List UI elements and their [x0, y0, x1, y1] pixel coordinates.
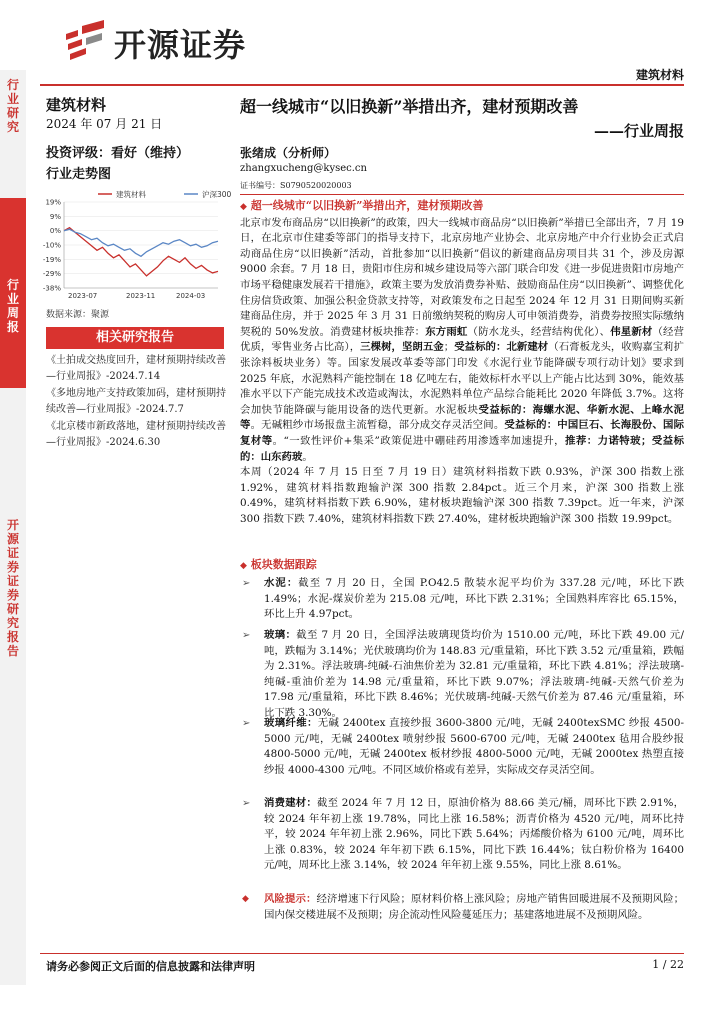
- y-tick-label: -10%: [42, 241, 61, 250]
- side-label-industry-research: 行业研究: [6, 78, 19, 134]
- header-divider: [40, 84, 684, 86]
- section-1: [240, 198, 684, 527]
- chart-source: 数据来源：聚源: [46, 310, 110, 320]
- arrow-bullet-icon: ➢: [242, 630, 251, 641]
- diamond-bullet-icon: ◆: [240, 202, 247, 212]
- header-category: 建筑材料: [635, 68, 684, 82]
- related-report-1[interactable]: 《土拍成交热度回升，建材预期持续改善—行业周报》-2024.7.14: [46, 355, 226, 382]
- side-label-weekly: 行业周报: [6, 278, 19, 334]
- title-divider: [240, 194, 684, 195]
- data-item-cement: 水泥：截至 7 月 20 日，全国 P.O42.5 散装水泥平均价为 337.28 元/吨，环比下跌 1.49%；水泥-煤炭价差为 215.08 元/吨，环比下跌 2.31%；全国熟料库容比 65.15%，环比上升 4.97pct。: [264, 577, 685, 621]
- section-2-heading: 板块数据跟踪: [250, 558, 317, 571]
- side-label-kysec-report: 开源证券 证券研究报告: [6, 518, 19, 658]
- page-number: 1 / 22: [652, 958, 684, 971]
- y-tick-label: 0%: [49, 227, 61, 236]
- analyst-cert: 证书编号：S0790520020003: [240, 181, 352, 190]
- report-date: 2024 年 07 月 21 日: [46, 117, 163, 131]
- y-tick-label: -29%: [42, 270, 61, 279]
- related-report-2[interactable]: 《多地房地产支持政策加码，建材预期持续改善—行业周报》-2024.7.7: [46, 388, 226, 415]
- data-item-consumer-materials: 消费建材：截至 2024 年 7 月 12 日，原油价格为 88.66 美元/桶，周环比下跌 2.91%，较 2024 年年初上涨 19.78%，同比上涨 16.58%；沥青价格为 4520 元/吨，周环比持平，较 2024 年年初上涨 2.96%，同比下跌 5.64%；丙烯酸价格为 6100 元/吨，周环比上涨 0.83%，较 2024 年年初下跌 6.15%，同比下跌 16.44%；钛白粉价格为 16400 元/吨，周环比上涨 3.14%，较 2024 年年初上涨 9.55%，同比上涨 8.61%。: [264, 797, 684, 872]
- arrow-bullet-icon: ➢: [242, 578, 251, 589]
- series-line: [64, 228, 218, 276]
- data-item-glass-fiber: 玻璃纤维：无碱 2400tex 直接纱报 3600-3800 元/吨，无碱 2400texSMC 纱报 4500-5000 元/吨，无碱 2400tex 喷射纱报 5600-6700 元/吨，无碱 2400tex 毡用合股纱报 4800-5000 元/吨，无碱 2400tex 板材纱报 4800-5000 元/吨，无碱 2000tex 热塑直接纱报 4000-4300 元/吨。不同区域价格或有差异，实际成交存灵活空间。: [264, 717, 685, 776]
- diamond-bullet-icon: ◆: [240, 561, 247, 571]
- legend-label: 建筑材料: [116, 190, 146, 199]
- sector-name: 建筑材料: [46, 96, 107, 114]
- arrow-bullet-icon: ➢: [242, 718, 251, 729]
- trend-chart: [36, 188, 232, 304]
- related-reports-heading: 相关研究报告: [46, 327, 224, 349]
- section-2-heading-row: [240, 557, 684, 575]
- side-tab-bar: [0, 70, 26, 985]
- section-1-heading: ◆ 超一线城市“以旧换新”举措出齐，建材预期改善: [240, 199, 484, 212]
- report-subtitle: ——行业周报: [593, 122, 684, 140]
- section-1-paragraph-1: 北京市发布商品房“以旧换新”的政策，四大一线城市商品房“以旧换新”举措已全部出齐，7 月 19 日，在北京市住建委等部门的指导支持下，北京房地产业协会、北京房地产中介行业协会正式启动商品住房“以旧换新”活动，首批参加“以旧换新”倡议的新建商品房项目共 31 个，涉及房源 9000 余套。7 月 18 日，贵阳市住房和城乡建设局等六部门联合印发《进一步促进贵阳市房地产市场平稳健康发展若干措施》，政策主要为发放消费券补贴、鼓励商品住房“以旧换新”、调整优化住房信贷政策、加强公积金贷款支持等，对政策发布之日起至 2024 年 12 月 31 日期间购买新建商品住房，并于 2025 年 3 月 31 日前缴纳契税的购房人可申领消费券，消费券按照实际缴纳契税的 50%发放。消费建材板块推荐：东方雨虹（防水龙头，经营结构优化）、伟星新材（经营优质，零售业务占比高），三棵树，坚朗五金；受益标的：北新建材（石膏板龙头，收购嘉宝莉扩张涂料板块业务）等。国家发展改革委等部门印发《水泥行业节能降碳专项行动计划》要求到 2025 年底，水泥熟料产能控制在 18 亿吨左右，能效标杆水平以上产能占比达到 30%，能效基准水平以下产能完成技术改造或淘汰，水泥熟料单位产品综合能耗比 2020 年降低 3.7%。这将会加快节能降碳与能用设备的迭代更新。水泥板块受益标的：海螺水泥、华新水泥、上峰水泥等。无碱粗纱市场报盘主流暂稳，部分成交存灵活空间。受益标的：中国巨石、长海股份、国际复材等。“一致性评价+集采”政策促进中硼硅药用渗透率加速提升，推荐：力诺特玻；受益标的：山东药玻。: [240, 216, 685, 463]
- y-tick-label: -38%: [42, 284, 61, 293]
- trend-chart-title: 行业走势图: [46, 167, 112, 182]
- y-tick-label: -19%: [42, 255, 61, 264]
- y-tick-label: 19%: [45, 198, 61, 207]
- data-item-glass: 玻璃：截至 7 月 20 日，全国浮法玻璃现货均价为 1510.00 元/吨，环比下跌 49.00 元/吨，跌幅为 3.14%；光伏玻璃均价为 148.83 元/重量箱，环比下跌 3.52 元/重量箱，跌幅为 2.31%。浮法玻璃-纯碱-石油焦价差为 32.81 元/重量箱，环比下跌 4.81%；浮法玻璃-纯碱-重油价差为 14.98 元/重量箱，环比下跌 9.07%；浮法玻璃-纯碱-天然气价差为 17.98 元/重量箱，环比下跌 8.46%；光伏玻璃-纯碱-天然气价差为 87.46 元/重量箱，环比下跌 3.30%。: [264, 629, 685, 719]
- investment-rating: 投资评级：看好（维持）: [46, 146, 190, 161]
- brand-logo-icon: [62, 18, 108, 64]
- arrow-bullet-icon: ➢: [242, 798, 251, 809]
- brand-name: 开源证券: [114, 26, 247, 64]
- x-tick-label: 2023-07: [68, 292, 98, 300]
- y-tick-label: 9%: [49, 212, 61, 221]
- analyst-name: 张绪成（分析师）: [240, 146, 337, 160]
- footer-disclaimer: 请务必参阅正文后面的信息披露和法律声明: [46, 960, 255, 973]
- diamond-bullet-icon: ◆: [242, 894, 249, 904]
- x-tick-label: 2023-11: [126, 292, 156, 300]
- related-report-3[interactable]: 《北京楼市新政落地，建材预期持续改善—行业周报》-2024.6.30: [46, 421, 226, 448]
- legend-label: 沪深300: [202, 190, 232, 199]
- risk-warning: 风险提示：经济增速下行风险；原材料价格上涨风险；房地产销售回暖进展不及预期风险；国内保交楼进展不及预期；房企流动性风险蔓延压力；基建落地进展不及预期风险。: [264, 893, 684, 921]
- x-tick-label: 2024-03: [176, 292, 206, 300]
- section-1-paragraph-2: 本周（2024 年 7 月 15 日至 7 月 19 日）建筑材料指数下跌 0.93%，沪深 300 指数上涨 1.92%，建筑材料指数跑输沪深 300 指数 2.84pct。近三个月来，沪深 300 指数上涨 0.49%，建筑材料指数下跌 6.90%，建材板块跑输沪深 300 指数 7.39pct。近一年来，沪深 300 指数下跌 7.40%，建筑材料指数下跌 27.40%，建材板块跑输沪深 300 指数 19.99pct。: [240, 466, 684, 525]
- footer-divider: [40, 953, 684, 954]
- report-title: 超一线城市“以旧换新”举措出齐，建材预期改善: [240, 97, 579, 116]
- analyst-email[interactable]: zhangxucheng@kysec.cn: [240, 163, 367, 174]
